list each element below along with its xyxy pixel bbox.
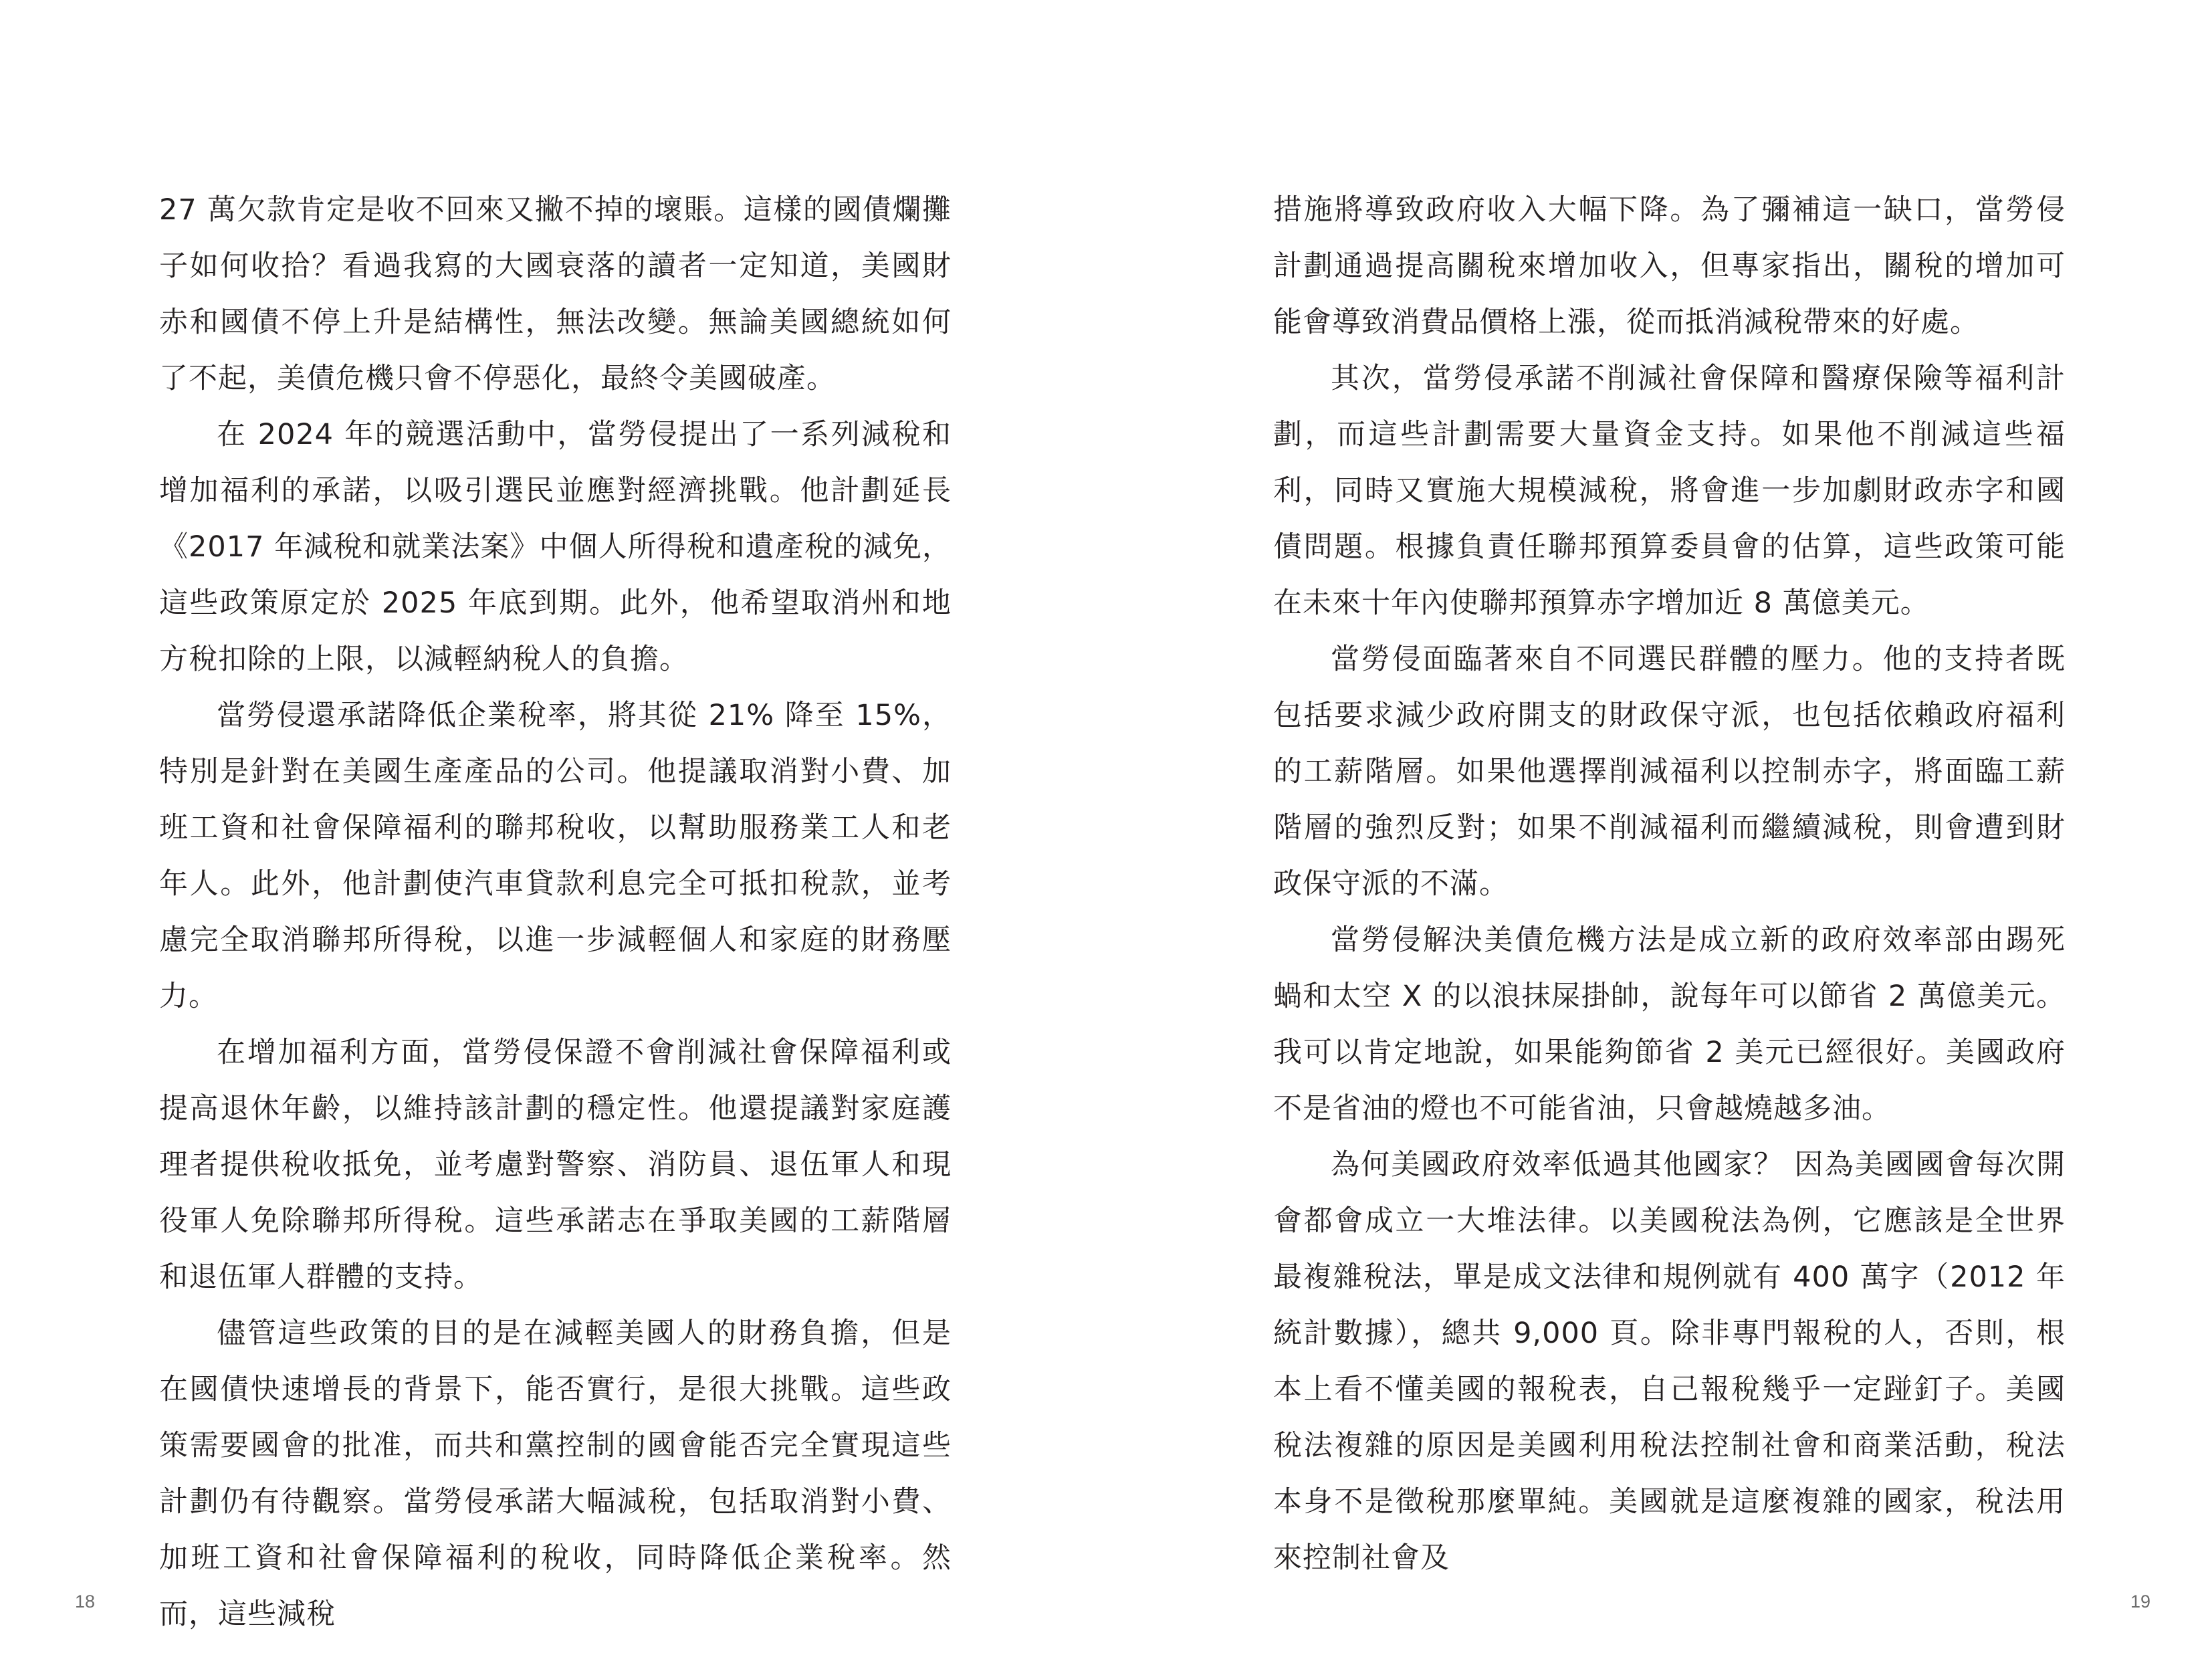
paragraph: 儘管這些政策的目的是在減輕美國人的財務負擔，但是在國債快速增長的背景下，能否實行，是很大挑戰。這些政策需要國會的批准，而共和黨控制的國會能否完全實現這些計劃仍有待觀察。當勞侵承諾大幅減稅，包括取消對小費、加班工資和社會保障福利的稅收，同時降低企業稅率。然而，這些減稅 <box>159 1317 952 1631</box>
page-number-right: 19 <box>2130 1591 2151 1612</box>
paragraph: 措施將導致政府收入大幅下降。為了彌補這一缺口，當勞侵計劃通過提高關稅來增加收入，但專家指出，關稅的增加可能會導致消費品價格上漲，從而抵消減稅帶來的好處。 <box>1273 193 2066 339</box>
paragraph: 其次，當勞侵承諾不削減社會保障和醫療保險等福利計劃，而這些計劃需要大量資金支持。如果他不削減這些福利，同時又實施大規模減稅，將會進一步加劇財政赤字和國債問題。根據負責任聯邦預算委員會的估算，這些政策可能在未來十年內使聯邦預算赤字增加近 8 萬億美元。 <box>1273 362 2066 620</box>
paragraph: 在增加福利方面，當勞侵保證不會削減社會保障福利或提高退休年齡，以維持該計劃的穩定性。他還提議對家庭護理者提供稅收抵免，並考慮對警察、消防員、退伍軍人和現役軍人免除聯邦所得稅。這些承諾志在爭取美國的工薪階層和退伍軍人群體的支持。 <box>159 1036 952 1294</box>
paragraph: 當勞侵面臨著來自不同選民群體的壓力。他的支持者既包括要求減少政府開支的財政保守派，也包括依賴政府福利的工薪階層。如果他選擇削減福利以控制赤字，將面臨工薪階層的強烈反對；如果不削減福利而繼續減稅，則會遭到財政保守派的不滿。 <box>1273 643 2066 901</box>
paragraph: 27 萬欠款肯定是收不回來又撇不掉的壞賬。這樣的國債爛攤子如何收拾？看過我寫的大國衰落的讀者一定知道，美國財赤和國債不停上升是結構性，無法改變。無論美國總統如何了不起，美債危機只會不停惡化，最終令美國破產。 <box>159 193 952 395</box>
right-page <box>1106 0 2212 1659</box>
paragraph: 在 2024 年的競選活動中，當勞侵提出了一系列減稅和增加福利的承諾，以吸引選民並應對經濟挑戰。他計劃延長《2017 年減稅和就業法案》中個人所得稅和遺產稅的減免，這些政策原定於 2025 年底到期。此外，他希望取消州和地方稅扣除的上限，以減輕納稅人的負擔。 <box>159 418 952 676</box>
paragraph: 當勞侵還承諾降低企業稅率，將其從 21% 降至 15%，特別是針對在美國生產產品的公司。他提議取消對小費、加班工資和社會保障福利的聯邦稅收，以幫助服務業工人和老年人。此外，他計劃使汽車貸款利息完全可抵扣稅款，並考慮完全取消聯邦所得稅，以進一步減輕個人和家庭的財務壓力。 <box>159 699 952 1013</box>
left-page-body <box>159 182 952 1642</box>
page-number-left: 18 <box>75 1591 96 1612</box>
paragraph: 當勞侵解決美債危機方法是成立新的政府效率部由踢死蝸和太空 X 的以浪抹屎掛帥，說每年可以節省 2 萬億美元。我可以肯定地說，如果能夠節省 2 美元已經很好。美國政府不是省油的燈也不可能省油，只會越燒越多油。 <box>1273 923 2066 1125</box>
paragraph: 為何美國政府效率低過其他國家？ 因為美國國會每次開會都會成立一大堆法律。以美國稅法為例，它應該是全世界最複雜稅法，單是成文法律和規例就有 400 萬字（2012 年統計數據），總共 9,000 頁。除非專門報稅的人，否則，根本上看不懂美國的報稅表，自己報稅幾乎一定踫釘子。美國稅法複雜的原因是美國利用稅法控制社會和商業活動，稅法本身不是徵稅那麼單純。美國就是這麼複雜的國家，稅法用來控制社會及 <box>1273 1148 2066 1575</box>
right-page-body <box>1273 182 2066 1586</box>
